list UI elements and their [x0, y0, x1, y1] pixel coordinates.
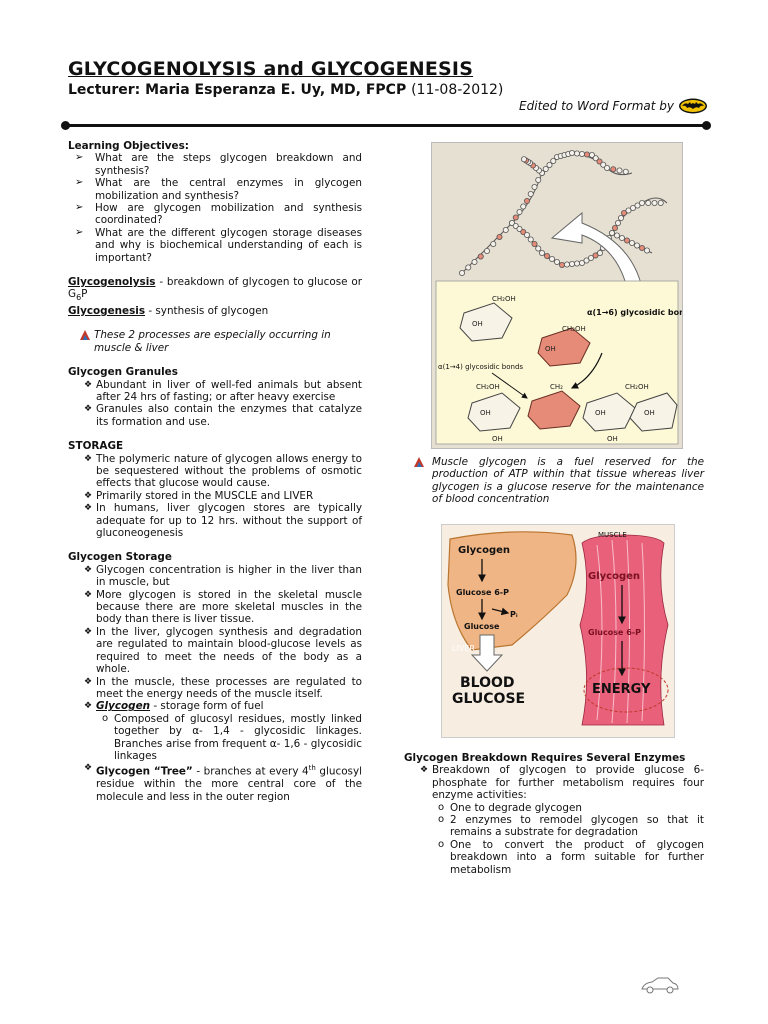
glucose-bead	[574, 151, 579, 156]
list-item: ➢ How are glycogen mobilization and synthesis coordinated?	[68, 202, 362, 227]
glucose-bead	[491, 241, 496, 246]
lecturer-name: Lecturer: Maria Esperanza E. Uy, MD, FPCP	[68, 82, 407, 98]
fig1-ch2oh-label: CH₂OH	[625, 383, 649, 391]
muscle-label: MUSCLE	[598, 531, 627, 539]
fig1-oh-label: OH	[644, 409, 655, 417]
tree-term: Glycogen “Tree”	[96, 765, 193, 778]
glucose-bead	[544, 253, 549, 258]
liver-glucose-label: Glucose	[464, 622, 500, 631]
granules-list	[68, 379, 362, 429]
glucose-bead	[629, 240, 634, 245]
lecturer-line	[68, 82, 708, 98]
car-logo-icon	[640, 975, 682, 995]
storage-list	[68, 453, 362, 540]
subscript-6: 6	[76, 293, 82, 303]
glucose-bead	[521, 204, 526, 209]
glucose-bead	[503, 227, 508, 232]
glucose-bead	[478, 254, 483, 259]
glucose-bead	[617, 168, 622, 173]
glycogenolysis-text-end: P	[81, 288, 88, 301]
glycogen-storage-list	[68, 564, 362, 803]
glycogen-storage-heading: Glycogen Storage	[68, 551, 172, 564]
list-item: o Composed of glucosyl residues, mostly linked together by α- 1,4 - glycosidic linkages. Branches arise from frequent α- 1,6 - glycosidic linkages	[68, 713, 362, 763]
glucose-bead	[497, 234, 502, 239]
breakdown-list	[404, 764, 704, 876]
glycogenesis-text: - synthesis of glycogen	[145, 304, 269, 317]
glucose-bead	[624, 238, 629, 243]
fig1-oh-label: OH	[595, 409, 606, 417]
glucose-bead	[559, 262, 564, 267]
list-item: ❖ In the liver, glycogen synthesis and degradation are regulated to maintain blood-glucose levels as required to meet the needs of the body as a whole.	[68, 626, 362, 676]
glucose-bead	[584, 152, 589, 157]
muscle-glucose6p-label: Glucose 6-P	[588, 628, 641, 637]
list-item: ❖ Breakdown of glycogen to provide glucose 6-phosphate for further metabolism requires four enzyme activities:	[404, 764, 704, 801]
glucose-bead	[623, 169, 628, 174]
glucose-bead	[466, 265, 471, 270]
glucose-bead	[597, 250, 602, 255]
glucose-bead	[524, 232, 529, 237]
glucose-bead	[611, 167, 616, 172]
fig1-ch2oh-label: CH₂OH	[476, 383, 500, 391]
glucose-bead	[539, 250, 544, 255]
glucose-bead	[652, 200, 657, 205]
page-title: GLYCOGENOLYSIS and GLYCOGENESIS	[68, 58, 474, 80]
list-item: ➢ What are the different glycogen storage diseases and why is biochemical understanding of each is important?	[68, 227, 362, 264]
glycogenolysis-term: Glycogenolysis	[68, 276, 156, 289]
header-divider	[66, 124, 706, 127]
bat-logo-icon	[678, 98, 708, 114]
caption-text: Muscle glycogen is a fuel reserved for the production of ATP within that tissue whereas liver glycogen is a glucose reserve for the maintenance of blood concentration	[432, 456, 704, 506]
list-item: ➢ What are the central enzymes in glycogen mobilization and synthesis?	[68, 177, 362, 202]
liver-muscle-svg	[442, 525, 674, 737]
fig1-oh-label: OH	[492, 435, 503, 443]
liver-glycogen-label: Glycogen	[458, 545, 511, 556]
fig1-oh-label: OH	[607, 435, 618, 443]
glucose-bead	[528, 191, 533, 196]
list-item: ➢ What are the steps glycogen breakdown and synthesis?	[68, 152, 362, 177]
fig1-ch2oh-label: CH₂OH	[562, 325, 586, 333]
fig1-ch2oh-label: CH₂OH	[492, 295, 516, 303]
objectives-heading: Learning Objectives:	[68, 140, 189, 152]
glucose-bead	[639, 245, 644, 250]
glucose-bead	[615, 220, 620, 225]
right-column	[404, 456, 704, 506]
tree-def-end: glucosyl residue within the more central core of the molecule and less in the outer region	[96, 765, 362, 803]
glucose-bead	[554, 259, 559, 264]
glucose-bead	[521, 157, 526, 162]
glucose-bead	[517, 209, 522, 214]
edited-by	[519, 98, 708, 114]
lecture-date: (11-08-2012)	[411, 82, 504, 98]
glucose-bead	[528, 237, 533, 242]
fig1-oh-label: OH	[472, 320, 483, 328]
liver-glucose6p-label: Glucose 6-P	[456, 588, 509, 597]
glucose-bead	[472, 259, 477, 264]
glucose-bead	[619, 235, 624, 240]
blood-label: BLOOD	[460, 675, 515, 691]
glucose-bead	[612, 225, 617, 230]
objectives-list	[68, 152, 362, 264]
glycogenolysis-text: - breakdown of glycogen to glucose or G	[68, 276, 362, 301]
glucose-bead	[604, 165, 609, 170]
list-item: ❖ More glycogen is stored in the skeletal muscle because there are more skeletal muscles in the body than there is liver tissue.	[68, 589, 362, 626]
breakdown-section	[404, 752, 704, 876]
breakdown-heading: Glycogen Breakdown Requires Several Enzymes	[404, 752, 686, 764]
fig1-oh-label: OH	[480, 409, 491, 417]
glucose-bead	[484, 248, 489, 253]
fig1-ch2-label: CH₂	[550, 383, 563, 391]
glucose-bead	[658, 200, 663, 205]
alpha-1-4-label: α(1→4) glycosidic bonds	[438, 363, 524, 371]
glycogen-def: - storage form of fuel	[150, 700, 264, 713]
note-callout	[68, 329, 362, 354]
left-column	[68, 140, 362, 803]
glucose-bead	[459, 270, 464, 275]
storage-heading: STORAGE	[68, 440, 124, 453]
glucose-bead	[614, 233, 619, 238]
list-item: ❖ The polymeric nature of glycogen allows energy to be sequestered without the problems of osmotic effects that glucose would cause.	[68, 453, 362, 490]
pi-label: Pᵢ	[510, 610, 518, 619]
list-item: ❖ In humans, liver glycogen stores are typically adequate for up to 12 hrs. without the support of gluconeogenesis	[68, 502, 362, 539]
glucose-bead	[549, 256, 554, 261]
note-marker-icon	[414, 457, 424, 467]
list-item: ❖ Abundant in liver of well-fed animals but absent after 24 hrs of fasting; or after heavy exercise	[68, 379, 362, 404]
fig1-oh-label: OH	[545, 345, 556, 353]
list-item: o 2 enzymes to remodel glycogen so that it remains a substrate for degradation	[404, 814, 704, 839]
figure-caption	[404, 456, 704, 506]
liver-label: LIVER	[452, 644, 475, 653]
glucose-bead	[513, 215, 518, 220]
glucose-caps-label: GLUCOSE	[452, 691, 526, 707]
note-text: These 2 processes are especially occurring in muscle & liver	[94, 329, 331, 354]
glucose-bead	[644, 248, 649, 253]
liver-muscle-figure	[441, 524, 675, 738]
glucose-bead	[646, 200, 651, 205]
glucose-bead	[609, 230, 614, 235]
glycogen-term: Glycogen	[96, 700, 151, 713]
glucose-bead	[532, 241, 537, 246]
energy-label: ENERGY	[592, 682, 651, 697]
granules-heading: Glycogen Granules	[68, 366, 178, 379]
list-item: o One to convert the product of glycogen breakdown into a form suitable for further metabolism	[404, 839, 704, 876]
edited-by-text: Edited to Word Format by	[519, 99, 674, 113]
glycogenesis-definition	[68, 305, 362, 317]
page-header	[68, 58, 708, 113]
glucose-bead	[536, 246, 541, 251]
glucose-bead	[579, 151, 584, 156]
glucose-bead	[564, 262, 569, 267]
muscle-glycogen-label: Glycogen	[588, 571, 641, 582]
glycogen-structure-svg	[432, 143, 682, 448]
glucose-bead	[536, 177, 541, 182]
glucose-bead	[569, 261, 574, 266]
glucose-bead	[639, 200, 644, 205]
glucose-bead	[569, 150, 574, 155]
note-marker-icon	[80, 330, 90, 340]
list-item	[68, 700, 362, 712]
alpha-1-6-label: α(1→6) glycosidic bond	[587, 308, 682, 317]
glucose-bead	[524, 198, 529, 203]
glucose-bead	[532, 184, 537, 189]
list-item: ❖ Granules also contain the enzymes that catalyze its formation and use.	[68, 403, 362, 428]
glucose-bead	[618, 215, 623, 220]
list-item: ❖ Primarily stored in the MUSCLE and LIVER	[68, 490, 362, 502]
list-item: ❖ Glycogen concentration is higher in the liver than in muscle, but	[68, 564, 362, 589]
list-item: ❖ In the muscle, these processes are regulated to meet the energy needs of the muscle itself.	[68, 676, 362, 701]
tree-def: - branches at every 4	[192, 765, 309, 778]
glucose-bead	[634, 243, 639, 248]
superscript-th: th	[308, 764, 316, 773]
glycogen-structure-figure	[431, 142, 683, 449]
glycogenolysis-definition	[68, 276, 362, 305]
glycogenesis-term: Glycogenesis	[68, 304, 146, 317]
list-item: o One to degrade glycogen	[404, 802, 704, 814]
glucose-bead	[574, 261, 579, 266]
list-item	[68, 762, 362, 803]
